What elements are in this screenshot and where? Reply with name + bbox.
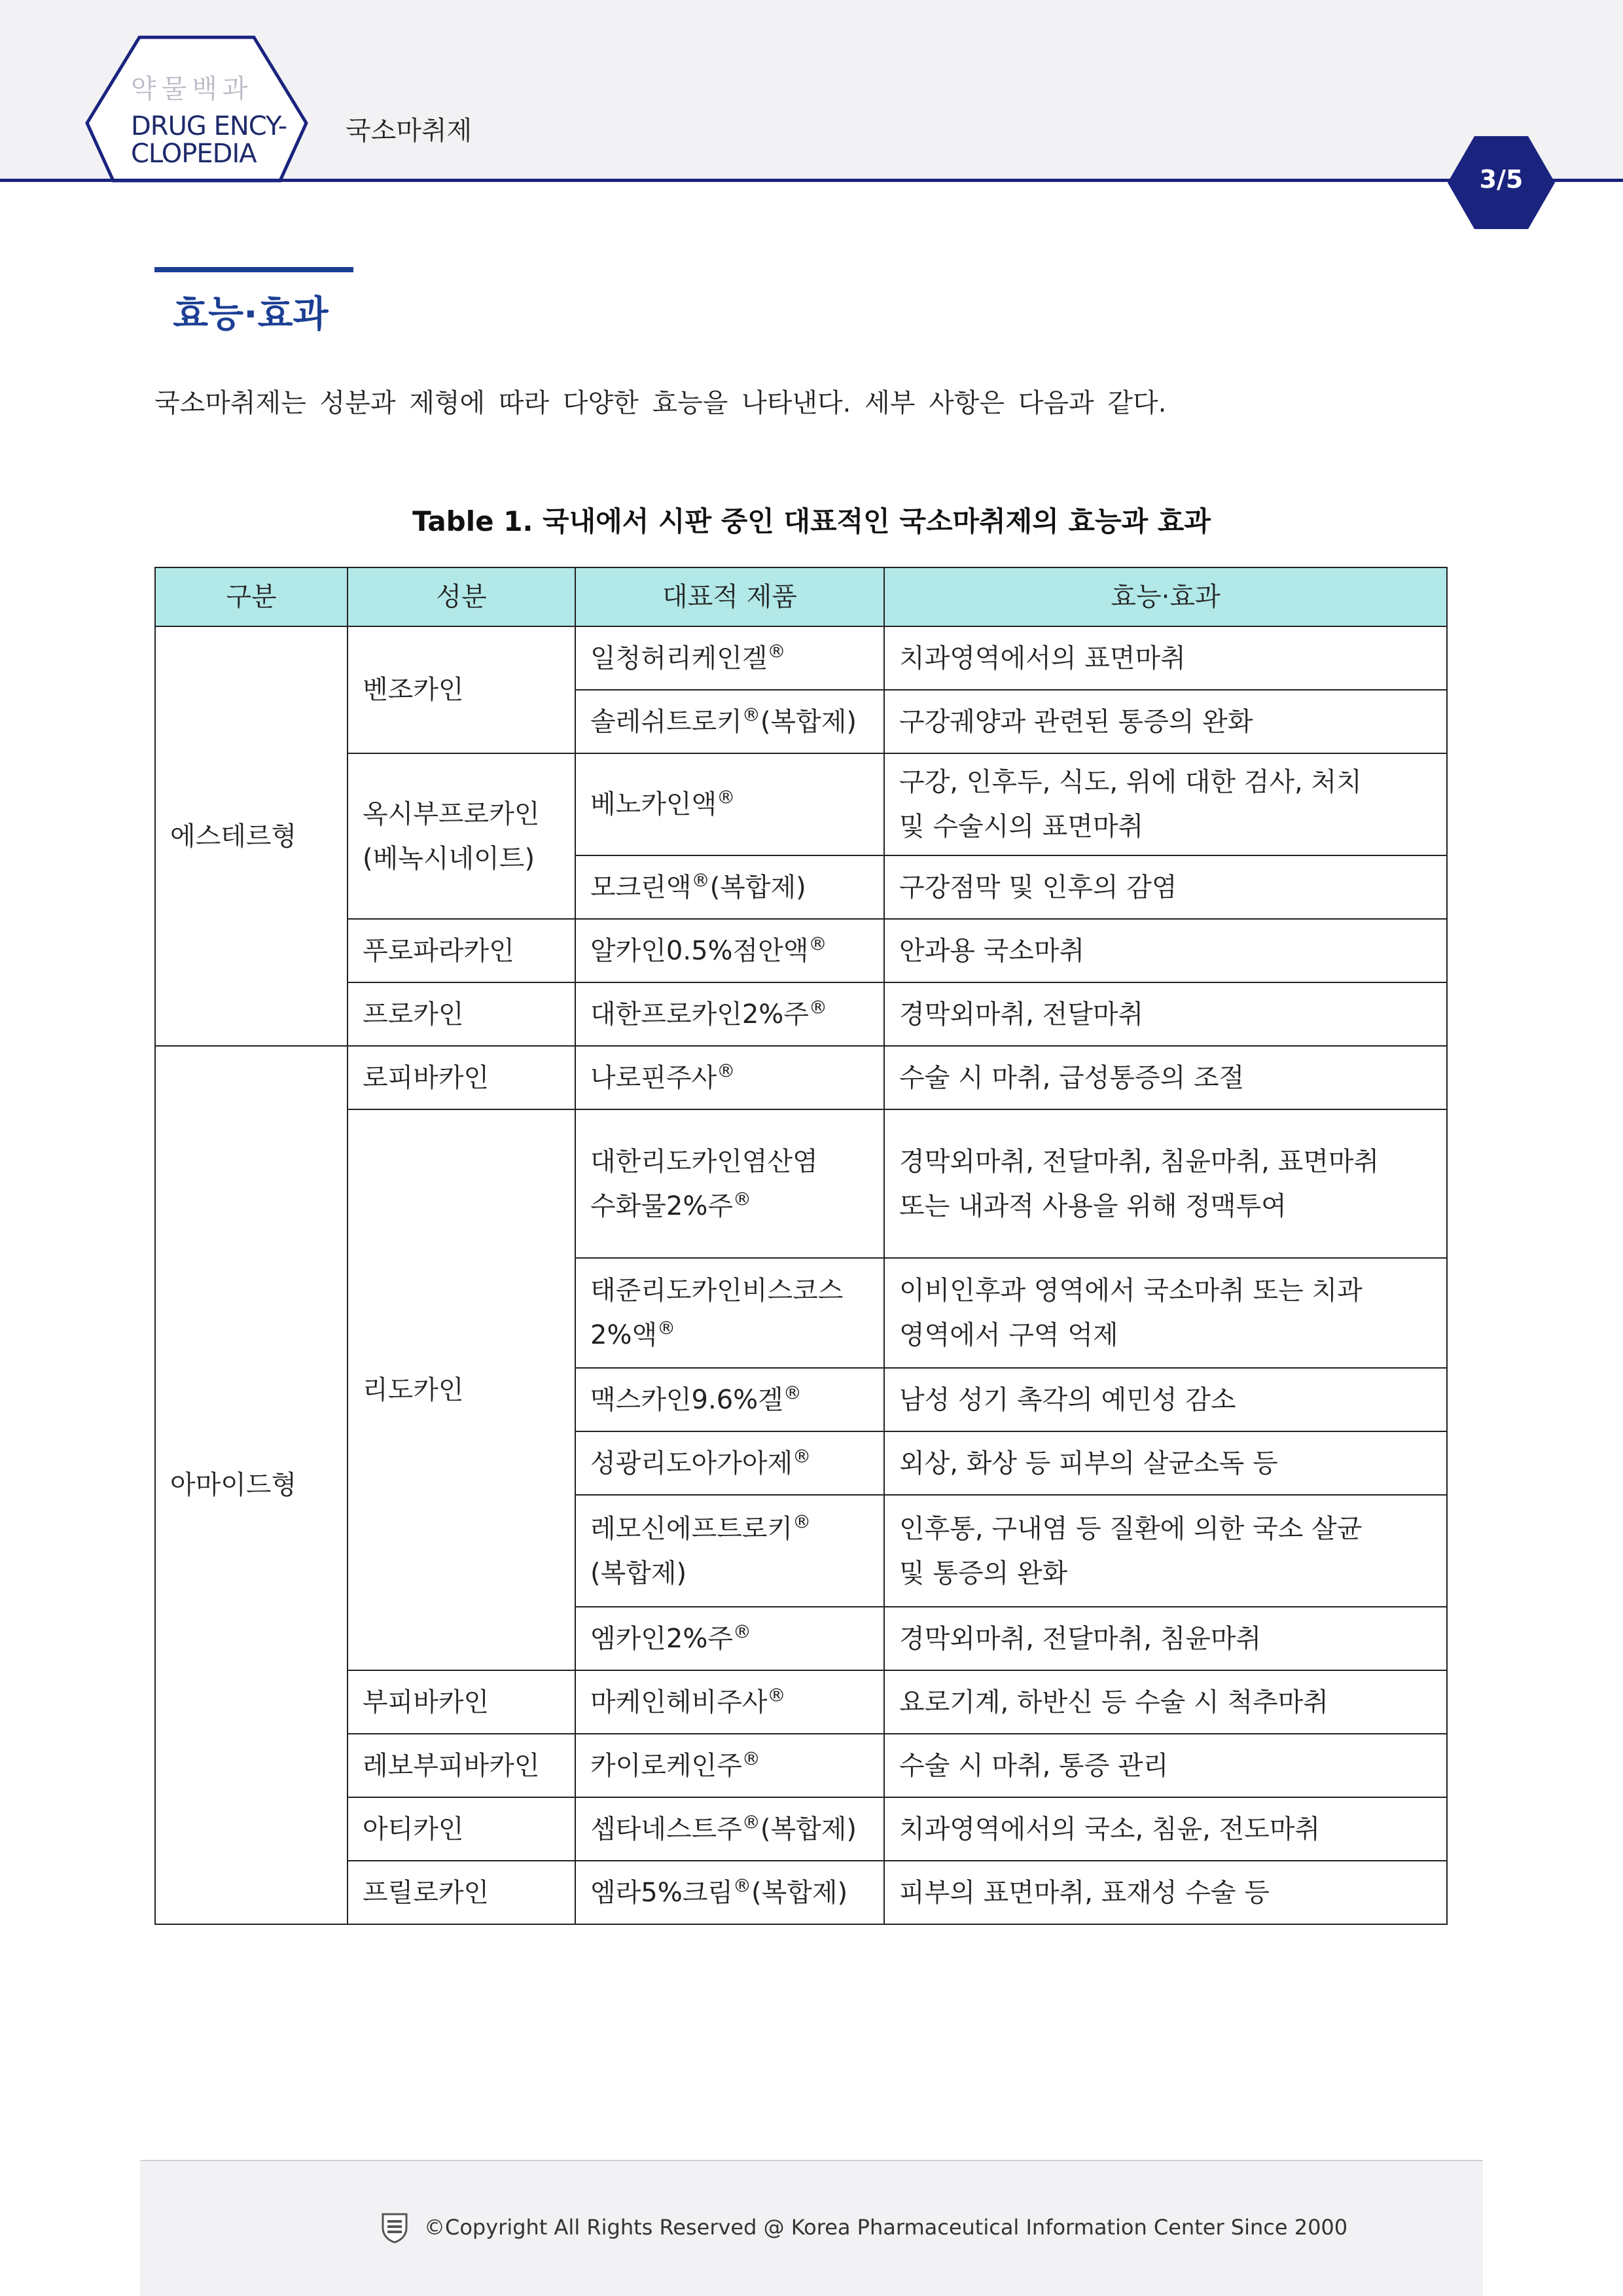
ingredient-cell: 프릴로카인 (348, 1861, 575, 1924)
effect-cell: 경막외마취, 전달마취 (884, 982, 1447, 1046)
table-row (155, 1046, 1447, 1109)
effect-cell: 인후통, 구내염 등 질환에 의한 국소 살균 및 통증의 완화 (884, 1495, 1447, 1607)
header-divider (0, 179, 1623, 182)
product-suffix: (복합제) (709, 872, 806, 903)
registered-mark: ® (808, 933, 827, 955)
product-suffix: (복합제) (751, 1877, 848, 1908)
product-suffix: (복합제) (590, 1558, 687, 1588)
effect-cell: 수술 시 마취, 급성통증의 조절 (884, 1046, 1447, 1109)
product-name: 대한프로카인2%주 (590, 999, 809, 1030)
effect-cell: 치과영역에서의 국소, 침윤, 전도마취 (884, 1797, 1447, 1861)
intro-paragraph: 국소마취제는 성분과 제형에 따라 다양한 효능을 나타낸다. 세부 사항은 다음과 같다. (154, 388, 1167, 418)
table-row (155, 919, 1447, 982)
ingredient-cell: 레보부피바카인 (348, 1734, 575, 1797)
effect-cell: 치과영역에서의 표면마취 (884, 626, 1447, 690)
product-cell (575, 690, 884, 753)
table-row (155, 753, 1447, 855)
product-cell (575, 1046, 884, 1109)
registered-mark: ® (793, 1445, 812, 1467)
product-name: 일청허리케인겔 (590, 643, 768, 673)
logo-english-line1: DRUG ENCY- (131, 111, 287, 141)
effect-cell: 구강점막 및 인후의 감염 (884, 855, 1447, 919)
product-cell (575, 1734, 884, 1797)
ingredient-cell: 아티카인 (348, 1797, 575, 1861)
effect-cell: 구강궤양과 관련된 통증의 완화 (884, 690, 1447, 753)
table-row (155, 626, 1447, 690)
product-cell (575, 1861, 884, 1924)
effect-cell: 남성 성기 촉각의 예민성 감소 (884, 1368, 1447, 1431)
product-cell (575, 982, 884, 1046)
product-name: 태준리도카인비스코스 2%액 (590, 1276, 844, 1350)
logo-english-line2: CLOPEDIA (131, 139, 257, 169)
effect-cell: 안과용 국소마취 (884, 919, 1447, 982)
registered-mark: ® (741, 704, 760, 726)
product-suffix: (복합제) (760, 1814, 857, 1844)
product-cell (575, 1495, 884, 1607)
ingredient-cell: 벤조카인 (348, 626, 575, 753)
group-cell: 에스테르형 (155, 626, 348, 1046)
effect-cell: 요로기계, 하반신 등 수술 시 척추마취 (884, 1670, 1447, 1734)
group-cell: 아마이드형 (155, 1046, 348, 1924)
product-name: 모크린액 (590, 872, 692, 903)
ingredient-cell: 프로카인 (348, 982, 575, 1046)
table-row (155, 1109, 1447, 1258)
product-name: 나로핀주사 (590, 1062, 717, 1093)
ingredient-cell: 리도카인 (348, 1109, 575, 1670)
section-accent-bar (154, 267, 353, 272)
ingredient-cell: 로피바카인 (348, 1046, 575, 1109)
product-cell (575, 855, 884, 919)
effect-cell: 피부의 표면마취, 표재성 수술 등 (884, 1861, 1447, 1924)
product-cell (575, 919, 884, 982)
product-name: 맥스카인9.6%겔 (590, 1384, 783, 1415)
table-header-row (155, 567, 1447, 626)
effect-cell: 구강, 인후두, 식도, 위에 대한 검사, 처치 및 수술시의 표면마취 (884, 753, 1447, 855)
registered-mark: ® (657, 1317, 676, 1339)
header-title: 국소마취제 (346, 116, 473, 146)
registered-mark: ® (767, 640, 786, 662)
copyright-text: ©Copyright All Rights Reserved @ Korea Pharmaceutical Information Center Since 2000 (424, 2215, 1348, 2240)
product-name: 대한리도카인염산염 수화물2%주 (590, 1146, 818, 1221)
product-cell (575, 1607, 884, 1670)
page-number: 3/5 (1479, 165, 1524, 194)
effect-cell: 이비인후과 영역에서 국소마취 또는 치과 영역에서 구역 억제 (884, 1258, 1447, 1368)
registered-mark: ® (733, 1188, 752, 1210)
ingredient-cell: 푸로파라카인 (348, 919, 575, 982)
registered-mark: ® (741, 1811, 760, 1833)
table-row (155, 1797, 1447, 1861)
ingredient-cell: 옥시부프로카인 (베녹시네이트) (348, 753, 575, 919)
column-header-category: 구분 (155, 567, 348, 626)
product-cell (575, 753, 884, 855)
product-name: 레모신에프트로키 (590, 1513, 793, 1544)
product-name: 엠카인2%주 (590, 1623, 734, 1654)
effect-cell: 경막외마취, 전달마취, 침윤마취 (884, 1607, 1447, 1670)
product-name: 엠라5%크림 (590, 1877, 734, 1908)
product-cell (575, 1431, 884, 1495)
table-row (155, 982, 1447, 1046)
anesthetics-table (154, 567, 1448, 1925)
registered-mark: ® (717, 786, 736, 808)
column-header-effect: 효능·효과 (884, 567, 1447, 626)
product-cell (575, 1258, 884, 1368)
product-name: 마케인헤비주사 (590, 1687, 768, 1717)
table-row (155, 1861, 1447, 1924)
product-cell (575, 1109, 884, 1258)
effect-cell: 경막외마취, 전달마취, 침윤마취, 표면마취 또는 내과적 사용을 위해 정맥투여 (884, 1109, 1447, 1258)
product-cell (575, 1797, 884, 1861)
product-suffix: (복합제) (760, 706, 857, 737)
product-name: 셉타네스트주 (590, 1814, 742, 1844)
section-title: 효능·효과 (173, 293, 329, 336)
product-name: 성광리도아가아제 (590, 1448, 793, 1479)
product-name: 알카인0.5%점안액 (590, 935, 809, 966)
ingredient-cell: 부피바카인 (348, 1670, 575, 1734)
product-cell (575, 626, 884, 690)
effect-cell: 수술 시 마취, 통증 관리 (884, 1734, 1447, 1797)
table-row (155, 1734, 1447, 1797)
registered-mark: ® (783, 1382, 802, 1404)
product-cell (575, 1368, 884, 1431)
product-name: 카이로케인주 (590, 1750, 742, 1781)
registered-mark: ® (741, 1748, 760, 1770)
effect-cell: 외상, 화상 등 피부의 살균소독 등 (884, 1431, 1447, 1495)
logo-korean: 약물백과 (131, 74, 253, 104)
product-cell (575, 1670, 884, 1734)
registered-mark: ® (691, 869, 710, 891)
registered-mark: ® (793, 1511, 812, 1533)
column-header-product: 대표적 제품 (575, 567, 884, 626)
registered-mark: ® (733, 1621, 752, 1643)
registered-mark: ® (808, 996, 827, 1018)
footer-divider (140, 2160, 1483, 2161)
table-row (155, 1670, 1447, 1734)
registered-mark: ® (767, 1684, 786, 1706)
column-header-ingredient: 성분 (348, 567, 575, 626)
shield-icon (381, 2212, 408, 2244)
product-name: 베노카인액 (590, 789, 717, 819)
table-caption: Table 1. 국내에서 시판 중인 대표적인 국소마취제의 효능과 효과 (412, 505, 1211, 537)
registered-mark: ® (717, 1060, 736, 1082)
product-name: 솔레쉬트로키 (590, 706, 742, 737)
registered-mark: ® (733, 1874, 752, 1897)
